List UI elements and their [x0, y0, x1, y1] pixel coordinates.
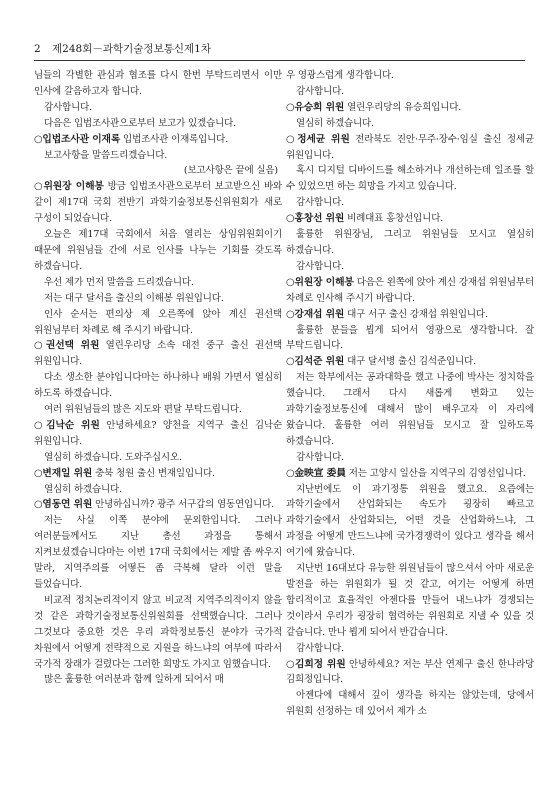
text-paragraph: [34, 291, 282, 307]
speech-paragraph: [34, 179, 282, 227]
text-paragraph: [286, 561, 534, 641]
text-paragraph: [34, 227, 282, 275]
text-paragraph: [34, 100, 282, 116]
paragraph-text: 안녕하세요? 양천을 지역구 출신 김낙순 위원입니다.: [34, 419, 282, 447]
paragraph-text: 열심히 하겠습니다.: [44, 483, 122, 495]
speech-paragraph: [286, 307, 534, 323]
paragraph-text: 훌륭한 분들을 뵙게 되어서 영광으로 생각합니다. 잘 부탁드립니다.: [286, 324, 534, 352]
speaker-name: ○변재일 위원: [34, 467, 93, 479]
document-title: 제248회－과학기술정보통신제1차: [52, 43, 211, 55]
text-paragraph: [286, 450, 534, 466]
text-paragraph: [34, 593, 282, 673]
paragraph-text: 지난번 16대보다 유능한 위원님들이 많으셔서 아마 새로운 발전을 하는 위원회가 될 것 같고, 여기는 어떻게 하면 합리적이고 효율적인 아젠다를 만들어 내느냐가 경쟁되는 것이라서 우리가 굉장히 협력하는 위원회로 지낼 수 있을 것 같습니다. 만나 뵙게 되어서 반갑습니다.: [286, 563, 534, 638]
speaker-name: ○홍창선 위원: [286, 213, 345, 225]
text-paragraph: [34, 307, 282, 339]
speaker-name: ○위원장 이해봉: [286, 276, 354, 288]
paragraph-text: 비례대표 홍창선입니다.: [344, 213, 444, 225]
text-paragraph: [34, 672, 282, 688]
right-column: [286, 68, 534, 788]
text-paragraph: [34, 148, 282, 164]
text-paragraph: [34, 275, 282, 291]
paragraph-text: 감사합니다.: [296, 197, 345, 209]
text-paragraph: [34, 450, 282, 466]
speech-paragraph: [286, 132, 534, 164]
paragraph-text: 많은 훌륭한 여러분과 함께 일하게 되어서 매: [44, 674, 224, 686]
speech-paragraph: [286, 211, 534, 227]
speaker-name: ○정세균 위원: [286, 133, 350, 145]
paragraph-text: 인사 순서는 편의상 제 오른쪽에 앉아 계신 권선택 위원님부터 차례로 해 주시기 바랍니다.: [34, 308, 282, 336]
paragraph-text: 감사합니다.: [296, 85, 345, 97]
paragraph-text: 감사합니다.: [296, 260, 345, 272]
page-header: [34, 40, 525, 61]
speaker-name: ○김낙순 위원: [34, 419, 100, 431]
text-paragraph: [34, 68, 282, 100]
paragraph-text: 저는 고양시 일산을 지역구의 김영선입니다.: [345, 467, 526, 479]
paragraph-text: 전라북도 진안·무주·장수·임실 출신 정세균 위원입니다.: [286, 133, 534, 161]
text-paragraph: [286, 688, 534, 720]
speaker-name: ○입법조사관 이재록: [34, 133, 121, 145]
speech-paragraph: [34, 132, 282, 148]
paragraph-text: 입법조사관 이재록입니다.: [120, 133, 229, 145]
paragraph-text: 열심히 하겠습니다. 도와주십시오.: [44, 451, 182, 463]
paragraph-text: 다음은 왼쪽에 앉아 계신 강재섭 위원님부터 차례로 인사해 주시기 바랍니다.: [286, 276, 534, 304]
text-paragraph: [286, 370, 534, 450]
paragraph-text: 우 영광스럽게 생각합니다.: [286, 70, 394, 81]
text-paragraph: [34, 402, 282, 418]
speech-paragraph: [34, 338, 282, 370]
paragraph-text: 열린우리당 소속 대전 중구 출신 권선택 위원입니다.: [34, 340, 282, 368]
text-paragraph: [34, 370, 282, 402]
text-paragraph: [34, 163, 282, 179]
paragraph-text: 감사합니다.: [44, 101, 93, 113]
text-paragraph: [286, 195, 534, 211]
text-paragraph: [34, 513, 282, 593]
speech-paragraph: [34, 497, 282, 513]
text-paragraph: [286, 323, 534, 355]
speaker-name: ○金映宣 委員: [286, 467, 346, 479]
paragraph-text: 감사합니다.: [296, 642, 345, 654]
paragraph-text: 저는 학부에서는 공과대학을 했고 나중에 박사는 정치학을 했습니다. 그래서 다시 새롭게 변화고 있는 과학기술정보통신에 대해서 많이 배우고자 이 자리에 왔습니다. 훌륭한 여러 위원님들 모시고 잘 일하도록 하겠습니다.: [286, 372, 534, 447]
paragraph-text: 훌륭한 위원장님, 그리고 위원님들 모시고 열심히 하겠습니다.: [286, 229, 534, 256]
text-paragraph: [286, 227, 534, 259]
speaker-name: ○강재섭 위원: [286, 308, 345, 320]
paragraph-text: 아젠다에 대해서 깊이 생각을 하지는 않았는데, 당에서 위원회 선정하는 데 있어서 제가 소: [286, 690, 534, 718]
text-paragraph: [286, 84, 534, 100]
text-paragraph: [286, 163, 534, 195]
paragraph-text: 저는 대구 달서을 출신의 이해봉 위원입니다.: [44, 292, 224, 304]
paragraph-text: (보고사항은 끝에 실음): [183, 165, 278, 177]
paragraph-text: 다음은 입법조사관으로부터 보고가 있겠습니다.: [44, 117, 237, 129]
paragraph-text: 지난번에도 이 과기정통 위원을 했고요. 요즘에는 과학기술에서 산업화되는 속도가 굉장히 빠르고 과학기술에서 산업화되는, 어떤 것을 산업화하느냐, 그 과정을 어떻게 만드느냐에 국가경쟁력이 있다고 생각을 해서 여기에 왔습니다.: [286, 483, 534, 559]
paragraph-text: 혹시 디지털 디바이드를 해소하거나 개선하는데 일조를 할 수 있었으면 하는 희망을 가지고 있습니다.: [286, 165, 534, 193]
speech-paragraph: [286, 354, 534, 370]
text-paragraph: [286, 116, 534, 132]
text-paragraph: [34, 482, 282, 498]
paragraph-text: 안녕하십니까? 광주 서구갑의 염동연입니다.: [92, 499, 275, 511]
text-paragraph: [286, 641, 534, 657]
paragraph-text: 님들의 각별한 관심과 협조를 다시 한번 부탁드리면서 이만 인사에 갈음하고자 합니다.: [34, 70, 282, 97]
paragraph-text: 안녕하세요? 저는 부산 연제구 출신 한나라당 김희정입니다.: [286, 658, 534, 686]
speech-paragraph: [34, 418, 282, 450]
speech-paragraph: [286, 275, 534, 307]
paragraph-text: 저는 사실 이쪽 분야에 문외한입니다. 그러나 여러분들께서도 지난 총선 과정을 통해서 지켜보셨겠습니다마는 이번 17대 국회에서는 제발 좀 싸우지 말라, 지역주의를 어떻든 좀 극복해 달라 이런 말을 들었습니다.: [34, 515, 282, 590]
paragraph-text: 충북 청원 출신 변재일입니다.: [92, 467, 215, 479]
text-paragraph: [34, 116, 282, 132]
paragraph-text: 열린우리당의 유승희입니다.: [344, 101, 462, 113]
speaker-name: ○김석준 위원: [286, 356, 345, 368]
paragraph-text: 대구 달서병 출신 김석준입니다.: [344, 356, 476, 368]
paragraph-text: 방금 입법조사관으로부터 보고받으신 바와 같이 제17대 국회 전반기 과학기술정보통신위원회가 새로 구성이 되었습니다.: [34, 181, 282, 225]
paragraph-text: 보고사항을 말씀드리겠습니다.: [44, 149, 168, 161]
left-column: [34, 68, 282, 788]
speaker-name: ○염동연 위원: [34, 499, 93, 511]
speaker-name: ○권선택 위원: [34, 340, 100, 352]
paragraph-text: 여러 위원님들의 많은 지도와 편달 부탁드립니다.: [44, 404, 242, 416]
paragraph-text: 열심히 하겠습니다.: [296, 117, 374, 129]
text-paragraph: [286, 482, 534, 562]
speech-paragraph: [286, 100, 534, 116]
speaker-name: ○김희정 위원: [286, 658, 346, 670]
speaker-name: ○유승희 위원: [286, 101, 345, 113]
speaker-name: ○위원장 이해봉: [34, 181, 104, 193]
text-paragraph: [286, 259, 534, 275]
paragraph-text: 비교적 정치논리적이지 않고 비교적 지역주의적이지 않을 것 같은 과학기술정보통신위원회를 선택했습니다. 그러나 그것보다 중요한 것은 우리 과학정보통신 분야가 국가적 차원에서 어떻게 전략적으로 지원을 하느냐의 여부에 따라서 국가적 장래가 걸렸다는 그러한 희망도 가지고 임했습니다.: [34, 594, 282, 670]
paragraph-text: 우선 제가 먼저 말씀을 드리겠습니다.: [44, 276, 194, 288]
paragraph-text: 오늘은 제17대 국회에서 처음 열리는 상임위원회이기 때문에 위원님들 간에 서로 인사를 나누는 기회를 갖도록 하겠습니다.: [34, 229, 282, 272]
speech-paragraph: [34, 466, 282, 482]
page-number: 2: [34, 43, 41, 55]
speech-paragraph: [286, 657, 534, 689]
paragraph-text: 대구 서구 출신 강재섭 위원입니다.: [344, 308, 488, 320]
paragraph-text: 다소 생소한 분야입니다마는 하나하나 배워 가면서 열심히 하도록 하겠습니다.: [34, 372, 282, 400]
speech-paragraph: [286, 466, 534, 482]
text-paragraph: [286, 68, 534, 84]
paragraph-text: 감사합니다.: [296, 451, 345, 463]
